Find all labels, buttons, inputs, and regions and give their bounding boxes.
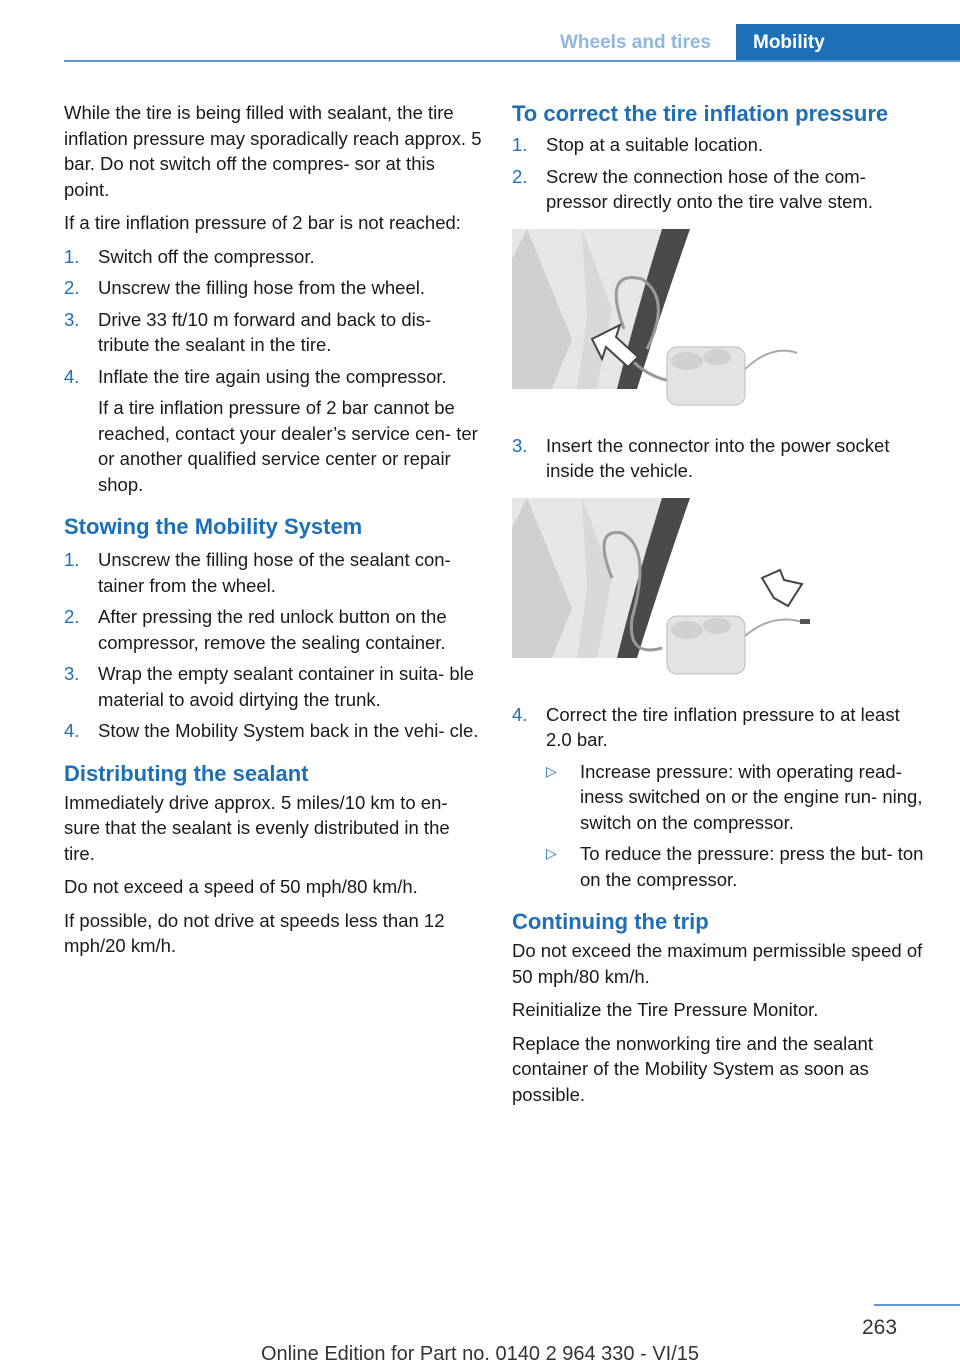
intro-paragraph: While the tire is being filled with sealant, the tire inflation pressure may sporadically reach approx. 5 bar. Do not switch off the compres‐ sor at this point. <box>64 102 482 200</box>
step-note: If a tire inflation pressure of 2 bar cannot be reached, contact your dealer’s service cen‐ ter or another qualified service center or repair shop. <box>98 397 478 495</box>
intro-paragraph: If a tire inflation pressure of 2 bar is not reached: <box>64 212 461 233</box>
wheel-compressor-image <box>512 229 812 419</box>
list-item: ▷ Increase pressure: with operating read‐ iness switched on or the engine run‐ ning, switch on the compressor. <box>546 760 923 833</box>
list-item: 4. Stow the Mobility System back in the vehi‐ cle. <box>64 720 479 741</box>
connector-to-socket-image <box>512 498 812 688</box>
footer-rule <box>874 1304 960 1306</box>
list-item: 1. Stop at a suitable location. <box>512 134 764 155</box>
page-number: 263 <box>862 1316 898 1339</box>
connector-illustration <box>512 498 812 688</box>
paragraph: Do not exceed the maximum permissible speed of 50 mph/80 km/h. <box>512 940 923 987</box>
list-item: 3. Wrap the empty sealant container in suita‐ ble material to avoid dirtying the trunk. <box>64 663 475 710</box>
list-item: 1. Unscrew the filling hose of the sealant con‐ tainer from the wheel. <box>64 549 451 596</box>
triangle-bullet-icon: ▷ <box>546 845 557 861</box>
distributing-section <box>64 760 482 959</box>
header-chapter-tab: Mobility <box>736 24 960 62</box>
triangle-bullet-icon: ▷ <box>546 762 557 779</box>
section-heading: Distributing the sealant <box>64 760 309 786</box>
edition-footer: Online Edition for Part no. 0140 2 964 330 - VI/15 <box>260 1343 700 1365</box>
header-rule <box>64 60 960 62</box>
paragraph: Reinitialize the Tire Pressure Monitor. <box>512 999 819 1020</box>
section-heading: Continuing the trip <box>512 909 709 934</box>
list-item: 1. Switch off the compressor. <box>64 245 315 267</box>
list-item: ▷ To reduce the pressure: press the but‐ ton on the compressor. <box>546 843 924 890</box>
header-section-title: Wheels and tires <box>560 32 711 53</box>
list-item: 3. Drive 33 ft/10 m forward and back to dis‐ tribute the sealant in the tire. <box>64 308 432 355</box>
right-column <box>512 100 930 1115</box>
continuing-section <box>512 908 930 1107</box>
correct-steps <box>512 132 930 892</box>
paragraph: Do not exceed a speed of 50 mph/80 km/h. <box>64 876 418 897</box>
pressure-options <box>546 759 930 893</box>
list-item: 3. Insert the connector into the power socket inside the vehicle. <box>512 433 930 688</box>
list-item: 4. Correct the tire inflation pressure to at least 2.0 bar. ▷ Increase pressure: with operating read‐ iness switched on or the engine run‐ ning, switch on the compressor. ▷ To reduce the pressure: press the but‐ ton on the compressor. <box>512 702 930 893</box>
stowing-steps <box>64 547 482 744</box>
left-column <box>64 100 482 967</box>
section-heading: To correct the tire inflation pressure <box>512 101 889 126</box>
paragraph: Immediately drive approx. 5 miles/10 km to en‐ sure that the sealant is evenly distributed in the tire. <box>64 791 450 864</box>
list-item: 2. Screw the connection hose of the com‐ pressor directly onto the tire valve stem. <box>512 164 930 419</box>
retry-steps <box>64 244 482 498</box>
list-item: 2. Unscrew the filling hose from the wheel. <box>64 277 425 298</box>
paragraph: If possible, do not drive at speeds less than 12 mph/20 km/h. <box>64 909 445 956</box>
stowing-section <box>64 513 482 744</box>
section-heading: Stowing the Mobility System <box>64 514 363 539</box>
list-item: 4. Inflate the tire again using the compressor. If a tire inflation pressure of 2 bar cannot be reached, contact your dealer’s service cen‐ ter or another qualified service center or repair shop. <box>64 364 482 498</box>
list-item: 2. After pressing the red unlock button on the compressor, remove the sealing container. <box>64 606 447 653</box>
hose-on-valve-illustration <box>512 229 812 419</box>
paragraph: Replace the nonworking tire and the sealant container of the Mobility System as soon as possible. <box>512 1032 873 1105</box>
